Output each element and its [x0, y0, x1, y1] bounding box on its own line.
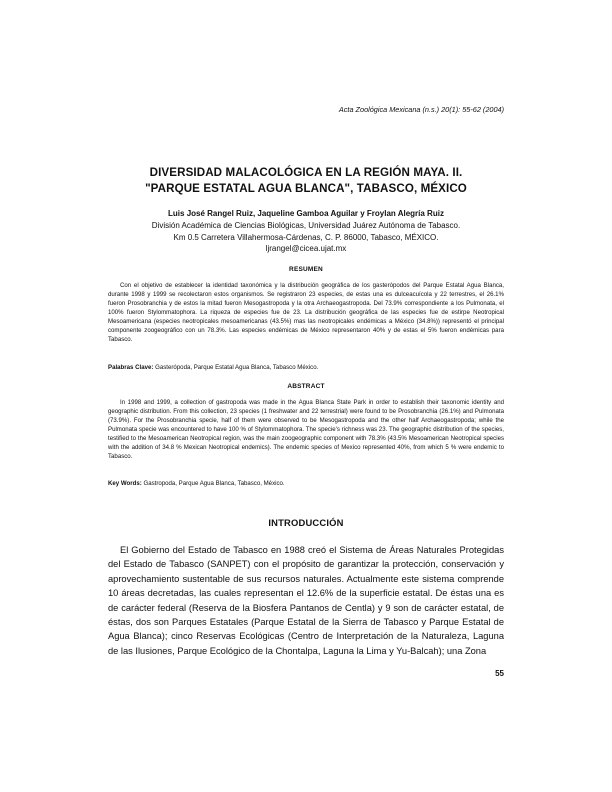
- affiliation: [80, 220, 532, 255]
- abstract-keywords-label: Key Words:: [108, 480, 142, 487]
- article-title: [100, 165, 512, 197]
- introduccion-text: El Gobierno del Estado de Tabasco en 1988 creó el Sistema de Áreas Naturales Protegidas del Estado de Tabasco (SANPET) con el propósito de garantizar la protección, conservación y aprovechamiento sustentable de sus recursos naturales. Actualmente este sistema comprende 10 áreas decretadas, las cuales representan el 12.6% de la superficie estatal. De éstas una es de carácter federal (Reserva de la Biosfera Pantanos de Centla) y 9 son de carácter estatal, de éstas, dos son Parques Estatales (Parque Estatal de la Sierra de Tabasco y Parque Estatal de Agua Blanca); cinco Reservas Ecológicas (Centro de Interpretación de la Naturaleza, Laguna de las Ilusiones, Parque Ecológico de la Chontalpa, Laguna la Lima y Yu-Balcah); una Zona: [108, 545, 504, 656]
- page-number: 55: [495, 669, 504, 678]
- resumen-heading: RESUMEN: [289, 266, 323, 273]
- affiliation-line-1: División Académica de Ciencias Biológicas, Universidad Juárez Autónoma de Tabasco.: [151, 221, 461, 230]
- introduccion-heading: INTRODUCCIÓN: [268, 517, 344, 528]
- affiliation-line-2: Km 0.5 Carretera Villahermosa-Cárdenas, C. P. 86000, Tabasco, MÉXICO.: [173, 232, 439, 242]
- abstract-keywords-value: Gastropoda, Parque Agua Blanca, Tabasco, México.: [143, 480, 285, 487]
- abstract-heading: ABSTRACT: [287, 383, 325, 390]
- resumen-text: Con el objetivo de establecer la identidad taxonómica y la distribución geográfica de los gasterópodos del Parque Estatal Agua Blanca, durante 1998 y 1999 se recolectaron estos organismos. Se registraron 23 especies, de estas una es dulceacuícola y 22 terrestres, el 26.1% fueron Prosobranchia y de estos la mitad fueron Mesogastropoda y la otra Archaeogastropoda. Del 73.9% correspondiente a los Pulmonata, el 100% fueron Stylommatophora. La riqueza de especies fue de 23. La distribución geográfica de las especies fue de estirpe Neotropical Mesoamericana (especies neotropicales mesoamericanas (43.5%) mas las neotropicales endémicas a México (34.8%)) representó el principal componente zoogeográfico con un 78.3%. Las especies endémicas de México representaron 40% y de estas el 5% fueron endémicas para Tabasco.: [108, 282, 504, 343]
- abstract-keywords: [108, 479, 504, 488]
- journal-reference: Acta Zoológica Mexicana (n.s.) 20(1): 55-62 (2004): [338, 105, 504, 114]
- author-email: ljrangel@cicea.ujat.mx: [265, 244, 347, 253]
- author-list: Luis José Rangel Ruiz, Jaqueline Gamboa Aguilar y Froylan Alegría Ruiz: [168, 209, 444, 218]
- title-line-2: "PARQUE ESTATAL AGUA BLANCA", TABASCO, MÉXICO: [145, 182, 467, 195]
- resumen-keywords: [108, 363, 504, 372]
- resumen-keywords-value: Gasterópoda, Parque Estatal Agua Blanca, Tabasco México.: [155, 364, 319, 371]
- abstract-text: In 1998 and 1999, a collection of gastropoda was made in the Agua Blanca State Park in order to establish their taxonomic identity and geographic distribution. From this collection, 23 species (1 freshwater and 22 terrestrial) were found to be Prosobranchia (26.1%) and Pulmonata (73.9%). For the Prosobranchia specie, half of them were observed to be Mesogastropoda and the other half Archaeogastropoda; while the Pulmonata specie was encountered to have 100 % of Stylommatophora. The specie's richness was 23. The geographic distribution of the species, testified to the Mesoamerican Neotropical region, was the main zoogeographic component with 78.3% (43.5% Mesoamerican Neotropical species with the addition of 34.8 % Mexican Neotropical endemics). The endemic species of Mexico represented 40%, from which 5 % were endemic to Tabasco.: [108, 399, 504, 460]
- resumen-keywords-label: Palabras Clave:: [108, 364, 154, 371]
- title-line-1: DIVERSIDAD MALACOLÓGICA EN LA REGIÓN MAYA. II.: [149, 166, 463, 179]
